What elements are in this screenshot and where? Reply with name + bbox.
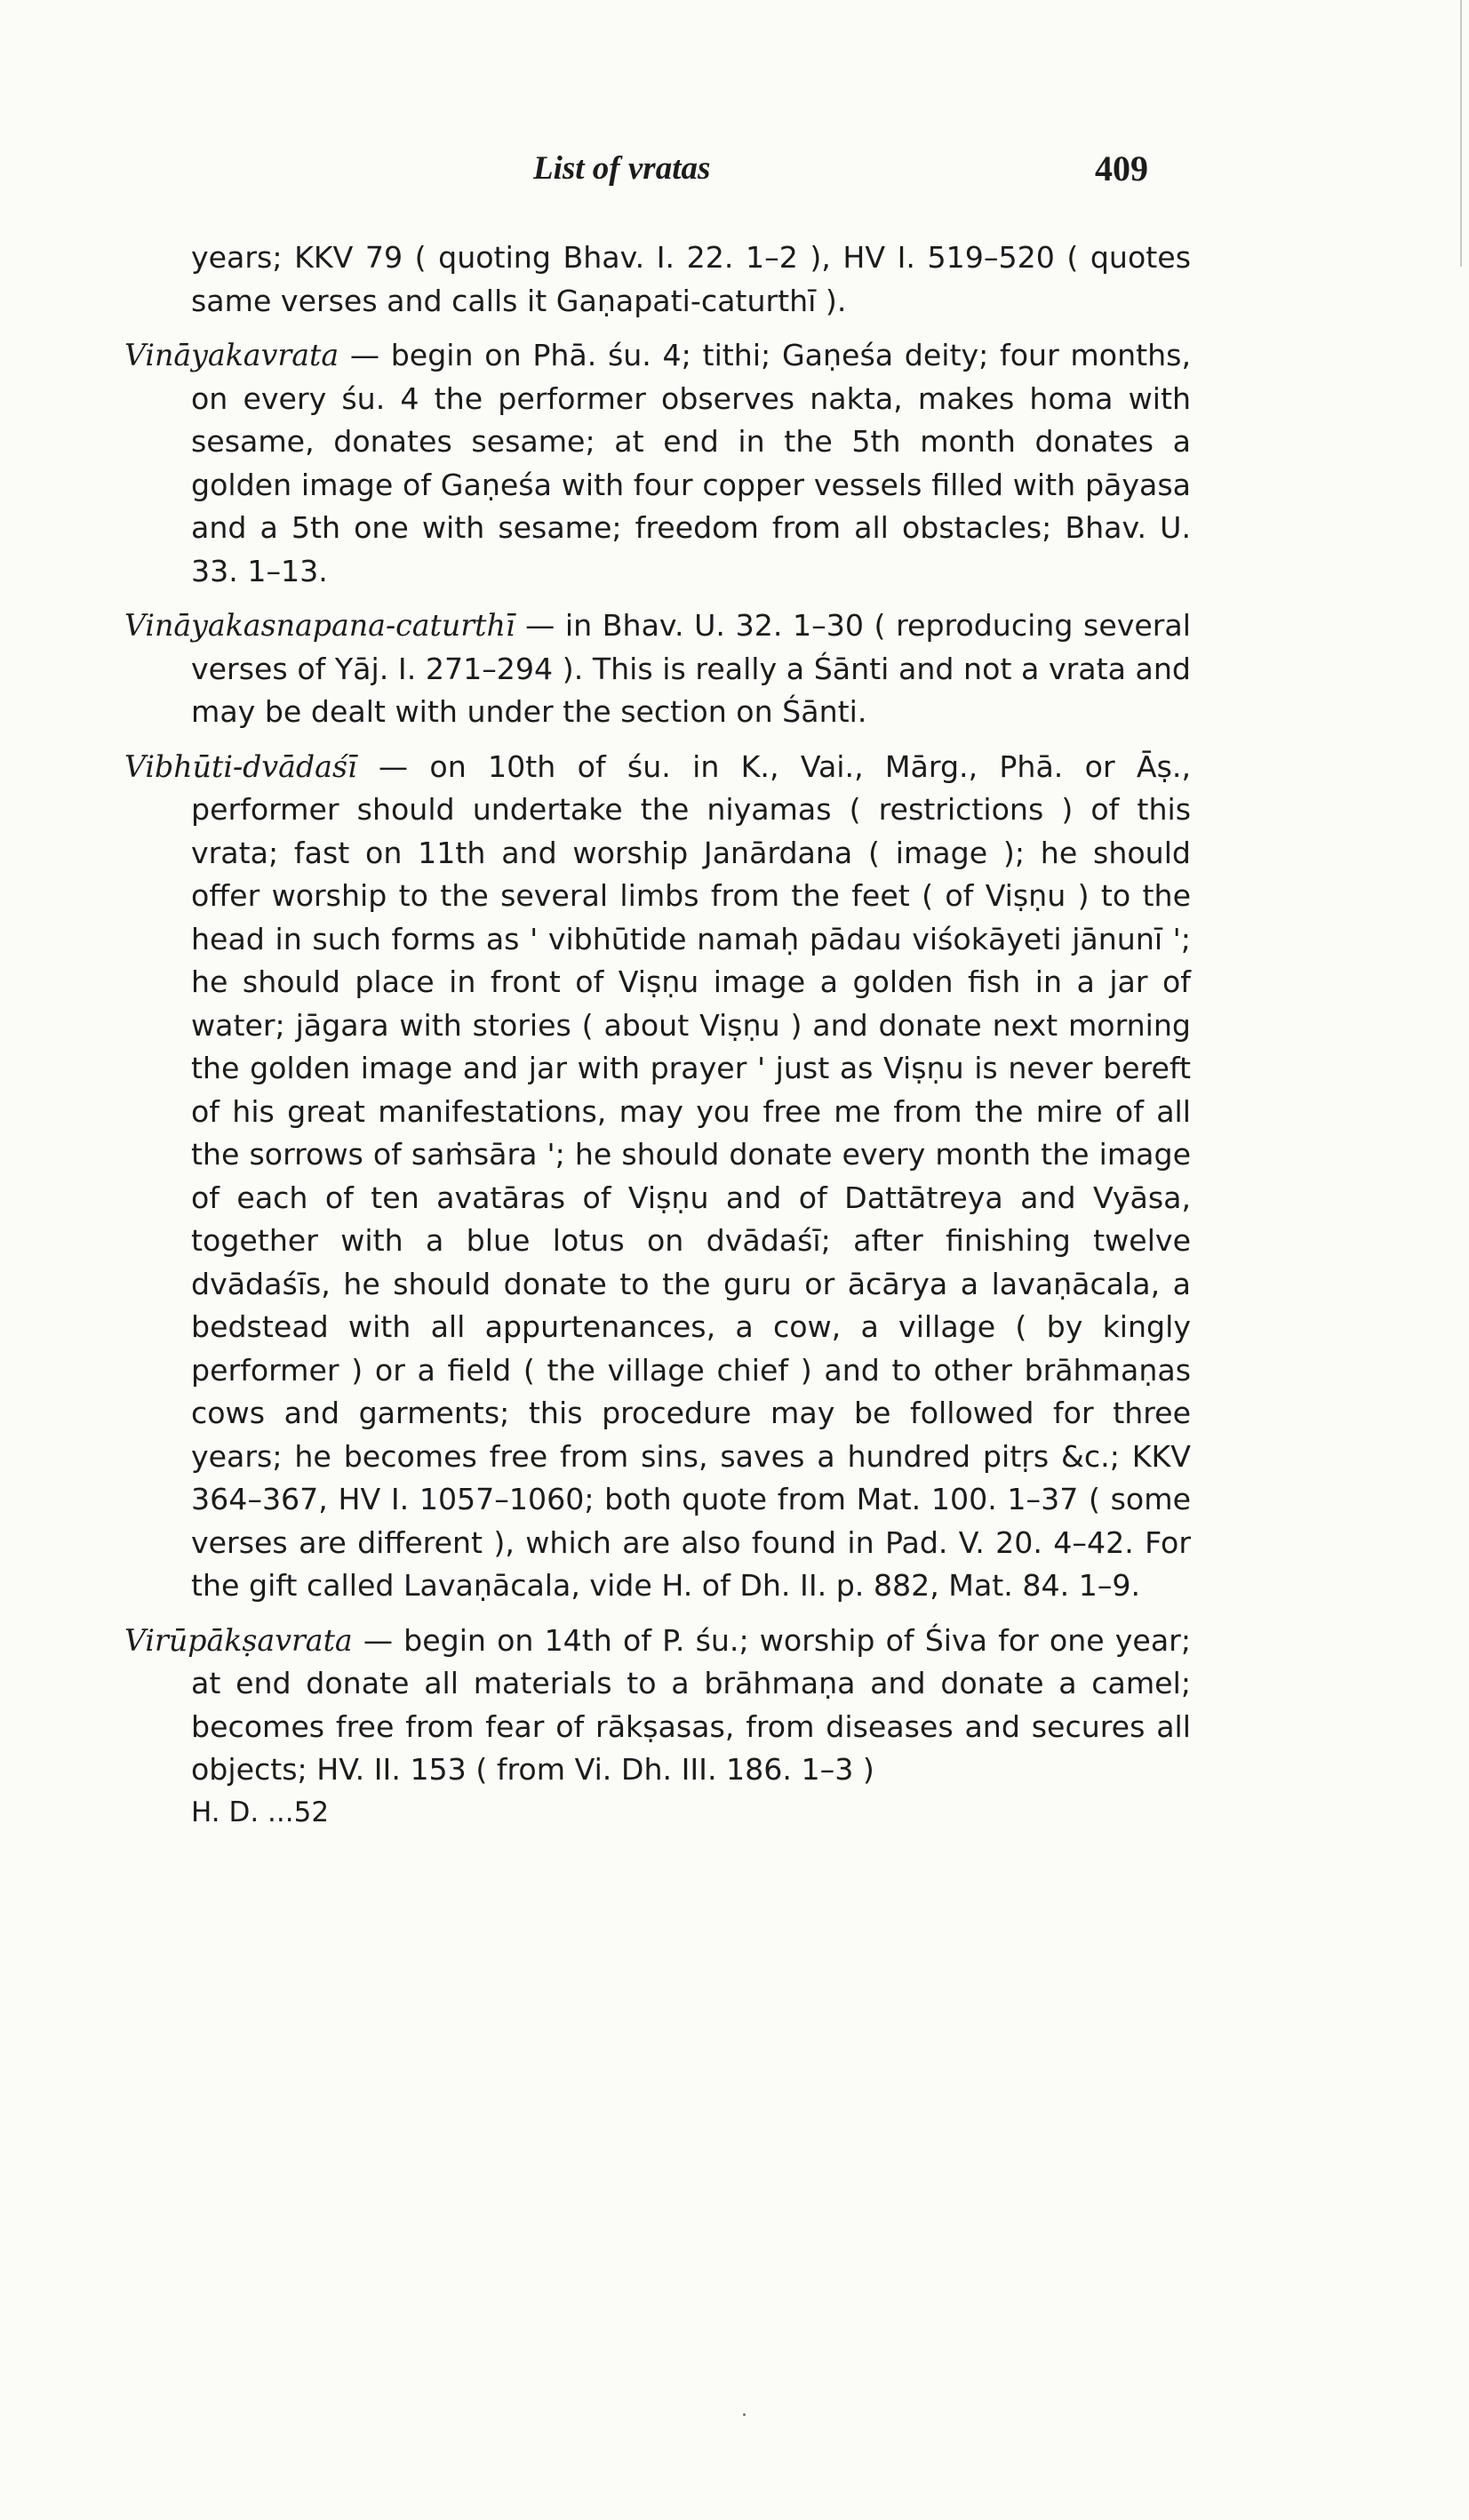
entry-body: — begin on Phā. śu. 4; tithi; Gaṇeśa deity; four months, on every śu. 4 the performer observes nakta, makes homa with sesame, donates sesame; at end in the 5th month donates a golden image of Gaṇeśa with four copper vessels filled with pāyasa and a 5th one with sesame; freedom from all obstacles; Bhav. U. 33. 1–13. [191, 338, 1191, 588]
entry-vinayakavrata [124, 334, 1191, 593]
signature-mark: H. D. ...52 [191, 1796, 330, 1828]
entry-body: — begin on 14th of P. śu.; worship of Śiva for one year; at end donate all materials to a brāhmaṇa and donate a camel; becomes free from fear of rākṣasas, from diseases and secures all objects; HV. II. 153 ( from Vi. Dh. III. 186. 1–3 ) [191, 1622, 1191, 1787]
continuation-paragraph: years; KKV 79 ( quoting Bhav. I. 22. 1–2 ), HV I. 519–520 ( quotes same verses and calls it Gaṇapati-caturthī ). [191, 240, 1191, 318]
entry-term: Vibhūti-dvādaśī [124, 748, 357, 784]
entry-body: — on 10th of śu. in K., Vai., Mārg., Phā. or Āṣ., performer should undertake the niyamas ( restrictions ) of this vrata; fast on 11th and worship Janārdana ( image ); he should offer worship to the several limbs from the feet ( of Viṣṇu ) to the head in such forms as ' vibhūtide namaḥ pādau viśokāyeti jānunī '; he should place in front of Viṣṇu image a golden fish in a jar of water; jāgara with stories ( about Viṣṇu ) and donate next morning the golden image and jar with prayer ' just as Viṣṇu is never bereft of his great manifestations, may you free me from the mire of all the sorrows of saṁsāra '; he should donate every month the image of each of ten avatāras of Viṣṇu and of Dattātreya and Vyāsa, together with a blue lotus on dvādaśī; after finishing twelve dvādaśīs, he should donate to the guru or ācārya a lavaṇācala, a bedstead with all appurtenances, a cow, a village ( by kingly performer ) or a field ( the village chief ) and to other brāhmaṇas cows and garments; this procedure may be followed for three years; he becomes free from sins, saves a hundred pitṛs &c.; KKV 364–367, HV I. 1057–1060; both quote from Mat. 100. 1–37 ( some verses are different ), which are also found in Pad. V. 20. 4–42. For the gift called Lavaṇācala, vide H. of Dh. II. p. 882, Mat. 84. 1–9. [191, 748, 1191, 1603]
entry-vibhuti-dvadasi [124, 746, 1191, 1608]
entry-term: Virūpākṣavrata [124, 1622, 353, 1658]
scan-speck [743, 2413, 746, 2416]
page-number: 409 [1095, 148, 1148, 188]
text-body [124, 236, 1191, 1833]
scan-edge-line [1460, 0, 1462, 267]
running-head: List of vratas [533, 150, 711, 187]
entry-term: Vināyakasnapana-caturthī [124, 608, 515, 643]
entry-vinayakasnapana-caturthi [124, 604, 1191, 734]
entry-virupaksavrata [124, 1620, 1191, 1792]
entry-term: Vināyakavrata [124, 338, 339, 372]
entry-body: — in Bhav. U. 32. 1–30 ( reproducing several verses of Yāj. I. 271–294 ). This is really a Śānti and not a vrata and may be dealt with under the section on Śānti. [191, 608, 1191, 729]
